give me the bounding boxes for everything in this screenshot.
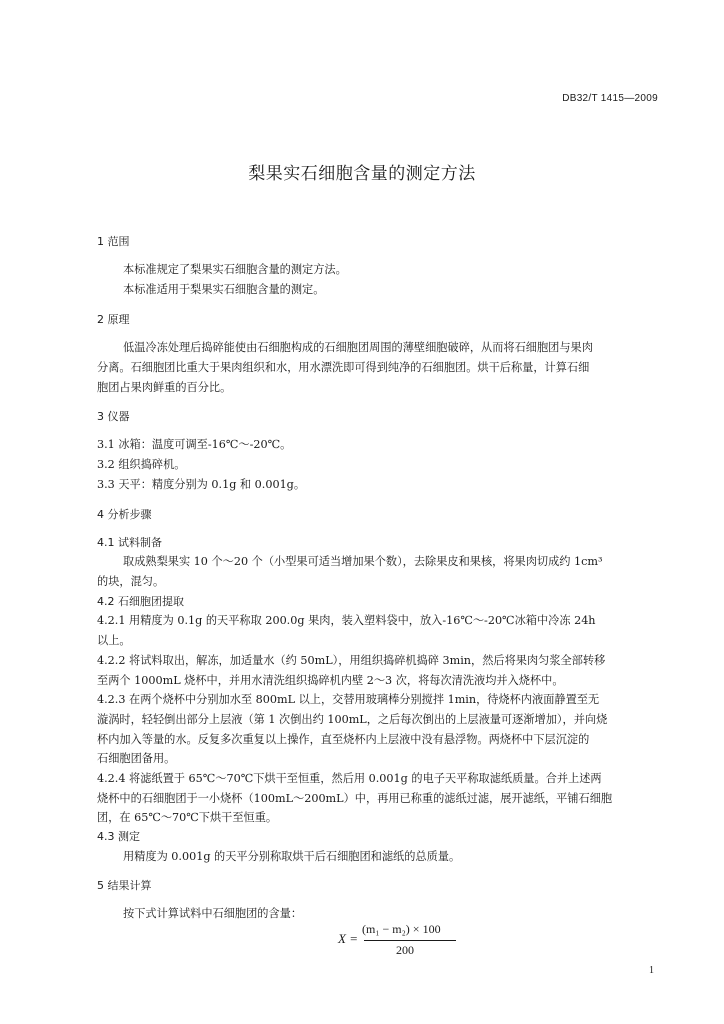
paragraph-line: 团，在 65℃～70℃下烘干至恒重。	[97, 811, 278, 824]
clause-line: 4.2.4 将滤纸置于 65℃～70℃下烘干至恒重，然后用 0.001g 的电子天平称取滤纸质量。合并上述两	[97, 772, 602, 785]
clause-line: 4.2.2 将试料取出，解冻，加适量水（约 50mL），用组织捣碎机捣碎 3min，然后将果肉匀浆全部转移	[97, 654, 606, 667]
paragraph-line: 本标准规定了梨果实石细胞含量的测定方法。	[123, 263, 347, 276]
clause-line: 3.3 天平：精度分别为 0.1g 和 0.001g。	[97, 478, 306, 491]
standard-number: DB32/T 1415—2009	[562, 93, 658, 104]
section-heading: 2 原理	[97, 313, 130, 326]
section-heading: 4 分析步骤	[97, 508, 152, 521]
paragraph-line: 漩涡时，轻轻倒出部分上层液（第 1 次倒出约 100mL，之后每次倒出的上层液量可逐渐增加），并向烧	[97, 713, 608, 726]
paragraph-line: 胞团占果肉鲜重的百分比。	[97, 381, 232, 394]
subsection-heading: 4.2 石细胞团提取	[97, 595, 184, 608]
document-title: 梨果实石细胞含量的测定方法	[248, 164, 476, 184]
section-heading: 5 结果计算	[97, 879, 152, 892]
clause-line: 3.2 组织捣碎机。	[97, 458, 186, 471]
paragraph-line: 以上。	[97, 634, 131, 647]
paragraph-line: 本标准适用于梨果实石细胞含量的测定。	[123, 283, 325, 296]
subsection-heading: 4.3 测定	[97, 830, 140, 843]
paragraph-line: 按下式计算试料中石细胞团的含量：	[123, 907, 303, 920]
section-heading: 3 仪器	[97, 410, 130, 423]
formula-denominator: 200	[396, 943, 414, 957]
formula-lhs: X =	[338, 931, 358, 946]
paragraph-line: 烧杯中的石细胞团于一小烧杯（100mL～200mL）中，再用已称重的滤纸过滤，展开滤纸，平铺石细胞	[97, 792, 613, 805]
paragraph-line: 取成熟梨果实 10 个～20 个（小型果可适当增加果个数），去除果皮和果核，将果肉切成约 1cm³	[123, 555, 603, 568]
paragraph-line: 杯内加入等量的水。反复多次重复以上操作，直至烧杯内上层液中没有悬浮物。两烧杯中下层沉淀的	[97, 733, 590, 746]
paragraph-line: 低温冷冻处理后捣碎能使由石细胞构成的石细胞团周围的薄壁细胞破碎，从而将石细胞团与果肉	[123, 341, 593, 354]
paragraph-line: 用精度为 0.001g 的天平分别称取烘干后石细胞团和滤纸的总质量。	[123, 850, 461, 863]
section-heading: 1 范围	[97, 235, 130, 248]
subsection-heading: 4.1 试料制备	[97, 536, 162, 549]
clause-line: 4.2.3 在两个烧杯中分别加水至 800mL 以上，交替用玻璃棒分别搅拌 1min，待烧杯内液面静置至无	[97, 693, 600, 706]
content-formula	[338, 922, 468, 962]
clause-line: 3.1 冰箱：温度可调至-16℃～-20℃。	[97, 438, 292, 451]
fraction-bar	[364, 940, 456, 941]
clause-line: 4.2.1 用精度为 0.1g 的天平称取 200.0g 果肉，装入塑料袋中，放入-16℃～-20℃冰箱中冷冻 24h	[97, 614, 596, 627]
paragraph-line: 石细胞团备用。	[97, 752, 176, 765]
page-number: 1	[649, 965, 654, 976]
paragraph-line: 分离。石细胞团比重大于果肉组织和水，用水漂洗即可得到纯净的石细胞团。烘干后称量，计算石细	[97, 361, 590, 374]
formula-numerator: (m₁ − m₂) × 100	[362, 922, 441, 936]
paragraph-line: 至两个 1000mL 烧杯中，并用水清洗组织捣碎机内壁 2～3 次，将每次清洗液均并入烧杯中。	[97, 674, 564, 687]
paragraph-line: 的块，混匀。	[97, 575, 165, 588]
